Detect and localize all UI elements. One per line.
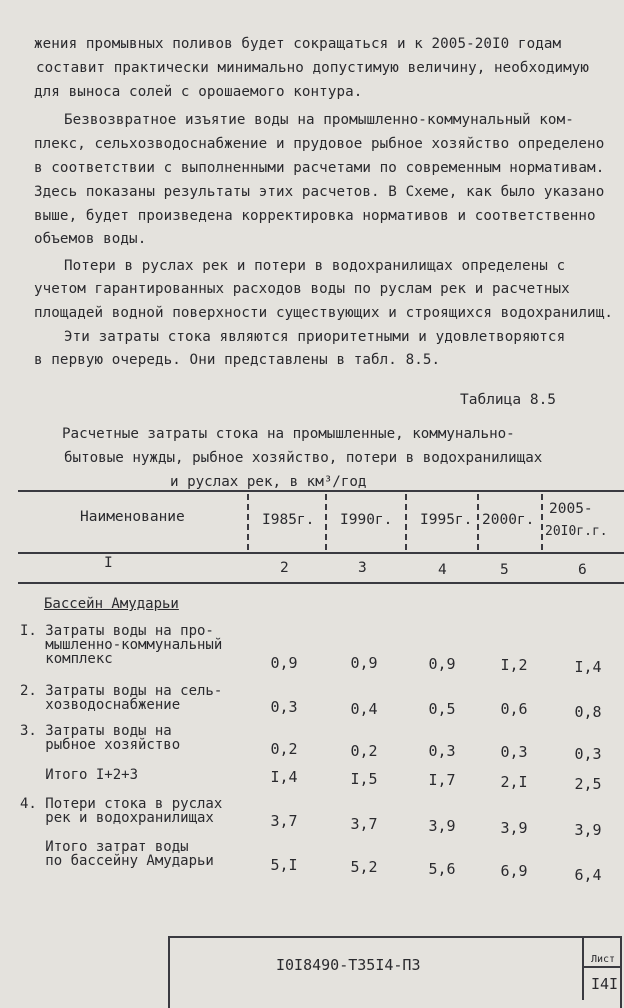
column-number: 2 xyxy=(280,560,289,576)
column-divider xyxy=(247,494,249,550)
row-name: Итого I+2+3 xyxy=(20,767,139,783)
header-name: Наименование xyxy=(80,509,185,525)
row-name: 3. Затраты воды на рыбное хозяйство xyxy=(20,723,181,753)
intro-line: для выноса солей с орошаемого контура. xyxy=(34,84,363,100)
table-cell: 3,7 xyxy=(270,812,298,830)
column-number: 6 xyxy=(578,562,587,578)
column-divider xyxy=(325,494,327,550)
row-name: 4. Потери стока в руслах рек и водохранилищах xyxy=(20,796,223,826)
table-cell: 5,6 xyxy=(428,860,456,878)
table-cell: I,4 xyxy=(270,768,298,786)
table-cell: 6,4 xyxy=(574,866,602,884)
row-name: Итого затрат воды по бассейну Амударьи xyxy=(45,839,214,869)
document-code: I0I8490-Т35I4-ПЗ xyxy=(276,956,421,974)
column-number: 5 xyxy=(500,562,509,578)
header-year: I990г. xyxy=(340,512,393,528)
table-caption: Таблица 8.5 xyxy=(460,392,557,408)
header-year: I995г. xyxy=(420,512,473,528)
table-title-line: Расчетные затраты стока на промышленные, коммунально- xyxy=(62,426,515,442)
table-cell: 5,2 xyxy=(350,858,378,876)
column-number: I xyxy=(104,555,113,571)
table-cell: 0,5 xyxy=(428,700,456,718)
table-cell: 0,3 xyxy=(270,698,298,716)
column-divider xyxy=(541,494,543,550)
row-name: I. Затраты воды на про- мышленно-коммунальный комплекс xyxy=(20,623,223,667)
table-cell: 3,9 xyxy=(574,821,602,839)
sheet-number: I4I xyxy=(591,975,619,993)
column-number: 3 xyxy=(358,560,367,576)
table-cell: 0,2 xyxy=(270,740,298,758)
table-cell: 3,9 xyxy=(500,819,528,837)
table-cell: 0,9 xyxy=(428,655,456,673)
row-name: 2. Затраты воды на сель- хозводоснабжение xyxy=(20,683,223,713)
table-top-rule xyxy=(18,490,624,492)
table-cell: 0,9 xyxy=(350,654,378,672)
table-cell: 6,9 xyxy=(500,862,528,880)
intro-line: жения промывных поливов будет сокращаться и к 2005-20I0 годам xyxy=(34,36,562,52)
intro-line: площадей водной поверхности существующих и строящихся водохранилищ. xyxy=(34,305,613,321)
sheet-label: Лист xyxy=(591,954,616,965)
column-divider xyxy=(405,494,407,550)
header-year: I985г. xyxy=(262,512,315,528)
intro-line: Потери в руслах рек и потери в водохранилищах определены с xyxy=(64,258,566,274)
header-year: 20I0г.г. xyxy=(545,524,608,539)
intro-line: в соответствии с выполненными расчетами по современным нормативам. xyxy=(34,160,605,176)
table-cell: 0,6 xyxy=(500,700,528,718)
intro-line: Эти затраты стока являются приоритетными и удовлетворяются xyxy=(64,329,566,345)
intro-line: Безвозвратное изъятие воды на промышленно-коммунальный ком- xyxy=(64,112,574,128)
intro-line: плекс, сельхозводоснабжение и прудовое рыбное хозяйство определено xyxy=(34,136,605,152)
table-title-line: бытовые нужды, рыбное хозяйство, потери в водохранилищах xyxy=(64,450,543,466)
column-number: 4 xyxy=(438,562,447,578)
intro-line: в первую очередь. Они представлены в табл. 8.5. xyxy=(34,352,441,368)
intro-line: выше, будет произведена корректировка нормативов и соответственно xyxy=(34,208,596,224)
intro-line: составит практически минимально допустимую величину, необходимую xyxy=(36,60,590,76)
title-block-divider xyxy=(582,966,622,968)
table-cell: 3,7 xyxy=(350,815,378,833)
table-cell: 0,8 xyxy=(574,703,602,721)
section-title: Бассейн Амударьи xyxy=(44,596,179,612)
table-cell: 5,I xyxy=(270,856,298,874)
table-cell: 0,9 xyxy=(270,654,298,672)
table-cell: 2,5 xyxy=(574,775,602,793)
table-cell: 2,I xyxy=(500,773,528,791)
table-cell: I,2 xyxy=(500,656,528,674)
table-cell: 0,2 xyxy=(350,742,378,760)
header-year: 2000г. xyxy=(482,512,535,528)
table-cell: 3,9 xyxy=(428,817,456,835)
table-cell: 0,3 xyxy=(500,743,528,761)
table-cell: I,5 xyxy=(350,770,378,788)
intro-line: учетом гарантированных расходов воды по руслам рек и расчетных xyxy=(34,281,570,297)
table-cell: I,7 xyxy=(428,771,456,789)
table-cell: I,4 xyxy=(574,658,602,676)
header-year: 2005- xyxy=(549,501,593,517)
table-header-rule xyxy=(18,552,624,554)
intro-line: объемов воды. xyxy=(34,231,147,247)
intro-line: Здесь показаны результаты этих расчетов. В Схеме, как было указано xyxy=(34,184,605,200)
title-block-divider xyxy=(582,936,584,1000)
table-cell: 0,3 xyxy=(574,745,602,763)
table-number-rule xyxy=(18,582,624,584)
table-cell: 0,4 xyxy=(350,700,378,718)
table-title-line: и руслах рек, в км³/год xyxy=(170,474,367,490)
column-divider xyxy=(477,494,479,550)
table-cell: 0,3 xyxy=(428,742,456,760)
